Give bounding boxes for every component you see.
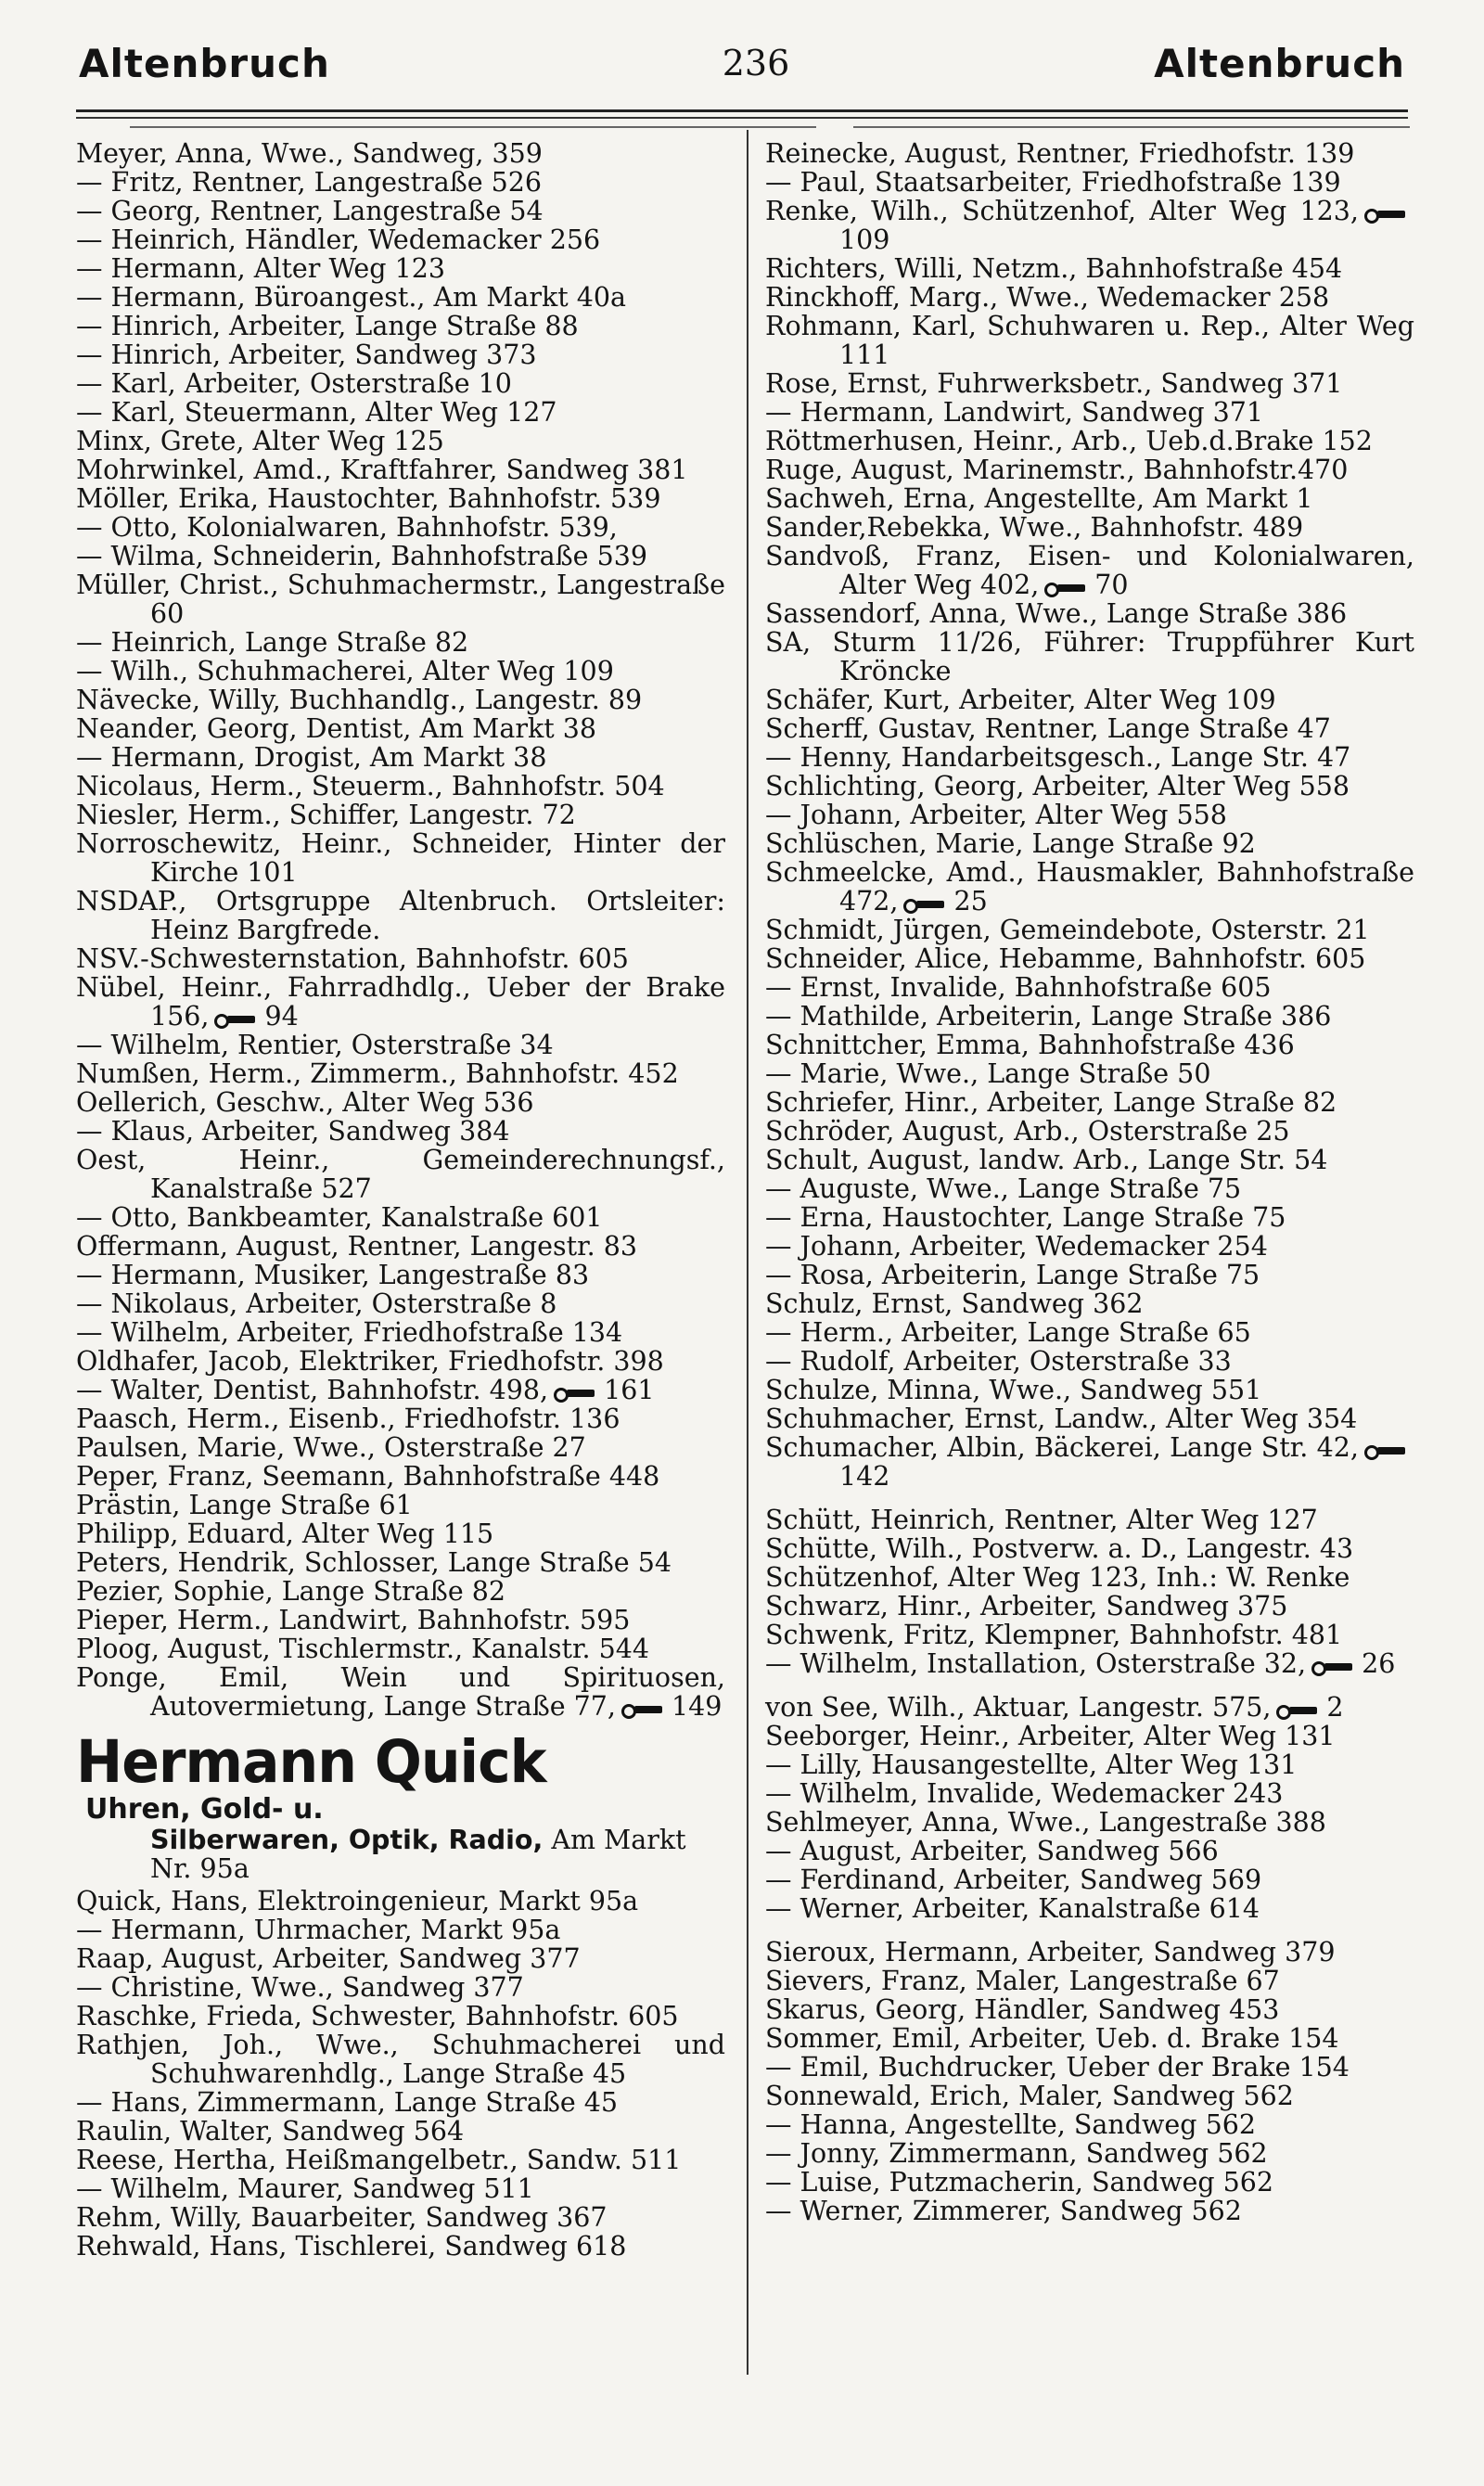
directory-entry xyxy=(76,455,725,485)
entry-text: — Ernst, Invalide, Bahnhofstraße 605 xyxy=(765,972,1272,1003)
entry-text: — Georg, Rentner, Langestraße 54 xyxy=(76,196,544,226)
right-column xyxy=(765,139,1414,2225)
entry-text: Peper, Franz, Seemann, Bahnhofstraße 448 xyxy=(76,1461,660,1492)
directory-entry xyxy=(76,2087,725,2118)
entry-text: Philipp, Eduard, Alter Weg 115 xyxy=(76,1519,494,1549)
directory-entry xyxy=(76,138,725,169)
telephone-icon xyxy=(554,1386,598,1399)
column-rule-right xyxy=(853,126,1410,128)
directory-entry xyxy=(76,972,725,1032)
entry-text: — Hinrich, Arbeiter, Lange Straße 88 xyxy=(76,311,579,341)
right-entry-list xyxy=(765,139,1414,2225)
entry-text: Minx, Grete, Alter Weg 125 xyxy=(76,426,444,456)
telephone-icon xyxy=(1364,1443,1409,1456)
entry-text: Skarus, Georg, Händler, Sandweg 453 xyxy=(765,1994,1280,2025)
entry-text: — Karl, Steuermann, Alter Weg 127 xyxy=(76,397,557,428)
directory-entry xyxy=(76,627,725,658)
entry-text: Quick, Hans, Elektroingenieur, Markt 95a xyxy=(76,1886,639,1916)
entry-text: — Ferdinand, Arbeiter, Sandweg 569 xyxy=(765,1864,1262,1895)
phone-number: 2 xyxy=(1326,1692,1344,1723)
entry-text: von See, Wilh., Aktuar, Langestr. 575, xyxy=(765,1692,1272,1723)
directory-entry xyxy=(76,1087,725,1118)
directory-entry xyxy=(76,943,725,974)
entry-text: Rehwald, Hans, Tischlerei, Sandweg 618 xyxy=(76,2231,627,2262)
directory-entry xyxy=(76,1403,725,1434)
entry-text: Sieroux, Hermann, Arbeiter, Sandweg 379 xyxy=(765,1937,1336,1967)
phone-number: 70 xyxy=(1094,570,1129,600)
directory-entry xyxy=(76,397,725,428)
directory-entry xyxy=(765,1001,1414,1032)
directory-entry xyxy=(76,656,725,686)
directory-entry xyxy=(765,1260,1414,1290)
entry-text: — Karl, Arbeiter, Osterstraße 10 xyxy=(76,368,512,399)
directory-entry xyxy=(76,1317,725,1348)
entry-text: Paulsen, Marie, Wwe., Osterstraße 27 xyxy=(76,1432,586,1463)
directory-entry xyxy=(765,915,1414,945)
directory-entry xyxy=(765,943,1414,974)
entry-text: — Auguste, Wwe., Lange Straße 75 xyxy=(765,1173,1242,1204)
directory-entry xyxy=(765,1836,1414,1866)
entry-text: Raschke, Frieda, Schwester, Bahnhofstr. 605 xyxy=(76,2001,679,2031)
directory-entry xyxy=(765,167,1414,198)
entry-text: Peters, Hendrik, Schlosser, Lange Straße 54 xyxy=(76,1547,672,1578)
directory-entry xyxy=(76,1634,725,1664)
entry-text: — Emil, Buchdrucker, Ueber der Brake 154 xyxy=(765,2052,1350,2082)
directory-entry xyxy=(76,1972,725,2003)
entry-text: Richters, Willi, Netzm., Bahnhofstraße 454 xyxy=(765,253,1343,284)
directory-entry xyxy=(765,512,1414,543)
entry-text: Sehlmeyer, Anna, Wwe., Langestraße 388 xyxy=(765,1807,1326,1838)
entry-text: Paasch, Herm., Eisenb., Friedhofstr. 136 xyxy=(76,1403,620,1434)
directory-entry xyxy=(765,1375,1414,1405)
directory-entry xyxy=(765,1116,1414,1147)
entry-text: Reese, Hertha, Heißmangelbetr., Sandw. 511 xyxy=(76,2145,682,2175)
directory-entry xyxy=(76,1202,725,1233)
directory-entry xyxy=(765,1749,1414,1780)
entry-text: Schlichting, Georg, Arbeiter, Alter Weg 558 xyxy=(765,771,1350,801)
directory-entry xyxy=(765,1648,1414,1679)
entry-text: Schütte, Wilh., Postverw. a. D., Langestr. 43 xyxy=(765,1533,1354,1564)
directory-entry xyxy=(76,800,725,830)
phone-number: 109 xyxy=(839,224,890,255)
entry-text: Ruge, August, Marinemstr., Bahnhofstr.470 xyxy=(765,455,1349,485)
directory-entry xyxy=(765,1893,1414,1924)
entry-text: Pezier, Sophie, Lange Straße 82 xyxy=(76,1576,506,1607)
header-rule xyxy=(76,109,1408,112)
directory-entry xyxy=(765,1937,1414,1967)
directory-entry xyxy=(765,2109,1414,2140)
entry-text: — Werner, Arbeiter, Kanalstraße 614 xyxy=(765,1893,1260,1924)
advert-trade: Uhren, Gold- u. xyxy=(85,1793,324,1826)
entry-text: — Wilh., Schuhmacherei, Alter Weg 109 xyxy=(76,656,614,686)
directory-entry xyxy=(765,483,1414,514)
entry-text: — Hanna, Angestellte, Sandweg 562 xyxy=(765,2109,1256,2140)
advert-address: Am Markt Nr. 95a xyxy=(150,1825,686,1884)
entry-text: — Wilma, Schneiderin, Bahnhofstraße 539 xyxy=(76,541,647,571)
phone-number: 26 xyxy=(1362,1648,1396,1679)
directory-entry xyxy=(765,2138,1414,2169)
entry-text: Sassendorf, Anna, Wwe., Lange Straße 386 xyxy=(765,598,1348,629)
entry-text: Rathjen, Joh., Wwe., Schuhmacherei und Schuhwarenhdlg., Lange Straße 45 xyxy=(76,2030,725,2089)
directory-entry xyxy=(765,2023,1414,2054)
directory-entry xyxy=(76,1058,725,1089)
directory-entry xyxy=(765,2081,1414,2111)
directory-entry xyxy=(765,282,1414,313)
directory-entry xyxy=(76,1662,725,1722)
entry-text: Rose, Ernst, Fuhrwerksbetr., Sandweg 371 xyxy=(765,368,1343,399)
left-entry-list xyxy=(76,139,725,1721)
entry-text: Norroschewitz, Heinr., Schneider, Hinter der Kirche 101 xyxy=(76,828,725,888)
entry-text: — Klaus, Arbeiter, Sandweg 384 xyxy=(76,1116,510,1147)
directory-entry xyxy=(765,2167,1414,2198)
entry-text: — Heinrich, Händler, Wedemacker 256 xyxy=(76,224,601,255)
telephone-icon xyxy=(621,1702,666,1715)
entry-text: — Werner, Zimmerer, Sandweg 562 xyxy=(765,2196,1242,2226)
entry-text: — Mathilde, Arbeiterin, Lange Straße 386 xyxy=(765,1001,1332,1032)
directory-entry xyxy=(76,1490,725,1520)
left-column xyxy=(76,139,725,2261)
entry-text: — Luise, Putzmacherin, Sandweg 562 xyxy=(765,2167,1274,2198)
directory-entry xyxy=(76,1030,725,1060)
directory-entry xyxy=(76,483,725,514)
directory-entry xyxy=(765,426,1414,456)
column-divider xyxy=(747,130,748,2375)
entry-text: Oldhafer, Jacob, Elektriker, Friedhofstr. 398 xyxy=(76,1346,664,1377)
directory-entry xyxy=(765,1778,1414,1809)
entry-text: — Hermann, Landwirt, Sandweg 371 xyxy=(765,397,1264,428)
entry-text: — Wilhelm, Maurer, Sandweg 511 xyxy=(76,2173,534,2204)
phone-number: 149 xyxy=(672,1691,723,1722)
entry-text: Nävecke, Willy, Buchhandlg., Langestr. 89 xyxy=(76,685,643,715)
entry-text: Müller, Christ., Schuhmachermstr., Langestraße 60 xyxy=(76,570,725,629)
entry-text: — Paul, Staatsarbeiter, Friedhofstraße 139 xyxy=(765,167,1341,198)
entry-text: — Marie, Wwe., Lange Straße 50 xyxy=(765,1058,1211,1089)
directory-entry xyxy=(765,1346,1414,1377)
directory-entry xyxy=(765,800,1414,830)
entry-text: Raap, August, Arbeiter, Sandweg 377 xyxy=(76,1943,581,1974)
entry-text: — Wilhelm, Installation, Osterstraße 32, xyxy=(765,1648,1307,1679)
entry-text: Schütt, Heinrich, Rentner, Alter Weg 127 xyxy=(765,1505,1318,1535)
directory-entry xyxy=(765,253,1414,284)
directory-entry xyxy=(765,1692,1414,1723)
entry-text: — Henny, Handarbeitsgesch., Lange Str. 47 xyxy=(765,742,1351,773)
telephone-icon xyxy=(214,1012,259,1025)
phone-number: 25 xyxy=(953,886,988,916)
entry-text: Sander,Rebekka, Wwe., Bahnhofstr. 489 xyxy=(765,512,1304,543)
phone-number: 142 xyxy=(839,1461,890,1492)
directory-entry xyxy=(765,2196,1414,2226)
entry-text: — Hermann, Uhrmacher, Markt 95a xyxy=(76,1915,561,1945)
running-head-right: Altenbruch xyxy=(1154,41,1405,86)
directory-entry xyxy=(765,972,1414,1003)
entry-text: Schriefer, Hinr., Arbeiter, Lange Straße 82 xyxy=(765,1087,1337,1118)
entry-text: Schnittcher, Emma, Bahnhofstraße 436 xyxy=(765,1030,1295,1060)
entry-text: — Hermann, Büroangest., Am Markt 40a xyxy=(76,282,627,313)
entry-text: — Hans, Zimmermann, Lange Straße 45 xyxy=(76,2087,619,2118)
entry-text: Schwenk, Fritz, Klempner, Bahnhofstr. 481 xyxy=(765,1620,1343,1650)
directory-entry xyxy=(76,512,725,543)
phone-number: 161 xyxy=(604,1375,655,1405)
entry-text: — Fritz, Rentner, Langestraße 526 xyxy=(76,167,543,198)
entry-text: Schuhmacher, Ernst, Landw., Alter Weg 354 xyxy=(765,1403,1358,1434)
telephone-icon xyxy=(1364,207,1409,220)
directory-entry xyxy=(765,1231,1414,1262)
directory-entry xyxy=(76,1375,725,1405)
directory-entry xyxy=(76,828,725,888)
directory-entry xyxy=(76,2001,725,2031)
entry-text: Meyer, Anna, Wwe., Sandweg, 359 xyxy=(76,138,543,169)
entry-text: Scherff, Gustav, Rentner, Lange Straße 47 xyxy=(765,713,1331,744)
directory-entry xyxy=(76,886,725,945)
entry-text: — Walter, Dentist, Bahnhofstr. 498, xyxy=(76,1375,549,1405)
entry-text: Sievers, Franz, Maler, Langestraße 67 xyxy=(765,1966,1280,1996)
directory-entry xyxy=(76,426,725,456)
directory-entry xyxy=(76,1116,725,1147)
directory-entry xyxy=(765,1173,1414,1204)
directory-entry xyxy=(76,2173,725,2204)
directory-entry xyxy=(765,1317,1414,1348)
entry-text: Reinecke, August, Rentner, Friedhofstr. 139 xyxy=(765,138,1355,169)
entry-text: Rinckhoff, Marg., Wwe., Wedemacker 258 xyxy=(765,282,1330,313)
entry-text: — Wilhelm, Arbeiter, Friedhofstraße 134 xyxy=(76,1317,623,1348)
directory-entry xyxy=(765,1403,1414,1434)
entry-text: Schmeelcke, Amd., Hausmakler, Bahnhofstraße 472, xyxy=(765,857,1414,916)
entry-text: Schmidt, Jürgen, Gemeindebote, Osterstr. 21 xyxy=(765,915,1370,945)
entry-text: — Christine, Wwe., Sandweg 377 xyxy=(76,1972,524,2003)
entry-text: — Otto, Kolonialwaren, Bahnhofstr. 539, xyxy=(76,512,618,543)
directory-entry xyxy=(765,2052,1414,2082)
entry-text: Neander, Georg, Dentist, Am Markt 38 xyxy=(76,713,596,744)
directory-entry xyxy=(765,1030,1414,1060)
directory-entry xyxy=(765,598,1414,629)
entry-text: Ponge, Emil, Wein und Spirituosen, Autovermietung, Lange Straße 77, xyxy=(76,1662,725,1722)
telephone-icon xyxy=(903,897,948,910)
directory-entry xyxy=(76,713,725,744)
entry-text: NSDAP., Ortsgruppe Altenbruch. Ortsleiter: Heinz Bargfrede. xyxy=(76,886,725,945)
entry-text: Prästin, Lange Straße 61 xyxy=(76,1490,413,1520)
entry-text: Sonnewald, Erich, Maler, Sandweg 562 xyxy=(765,2081,1294,2111)
directory-entry xyxy=(765,1505,1414,1535)
entry-text: Renke, Wilh., Schützenhof, Alter Weg 123, xyxy=(765,196,1359,226)
advert-name: Hermann Quick xyxy=(76,1728,546,1797)
entry-text: Schlüschen, Marie, Lange Straße 92 xyxy=(765,828,1256,859)
directory-entry xyxy=(76,2202,725,2233)
directory-entry xyxy=(76,1576,725,1607)
entry-text: Oest, Heinr., Gemeinderechnungsf., Kanalstraße 527 xyxy=(76,1145,725,1204)
entry-text: Pieper, Herm., Landwirt, Bahnhofstr. 595 xyxy=(76,1605,631,1635)
directory-entry xyxy=(765,1145,1414,1175)
directory-entry xyxy=(76,685,725,715)
directory-entry xyxy=(76,1519,725,1549)
header-rule-secondary xyxy=(76,117,1408,119)
directory-entry xyxy=(765,1562,1414,1593)
entry-text: Sandvoß, Franz, Eisen- und Kolonialwaren, Alter Weg 402, xyxy=(765,541,1414,600)
directory-entry xyxy=(765,1058,1414,1089)
entry-text: NSV.-Schwesternstation, Bahnhofstr. 605 xyxy=(76,943,629,974)
directory-entry xyxy=(76,1886,725,1916)
entry-text: Numßen, Herm., Zimmerm., Bahnhofstr. 452 xyxy=(76,1058,679,1089)
directory-entry xyxy=(76,282,725,313)
entry-text: Schult, August, landw. Arb., Lange Str. 54 xyxy=(765,1145,1328,1175)
entry-text: — Lilly, Hausangestellte, Alter Weg 131 xyxy=(765,1749,1298,1780)
telephone-icon xyxy=(1311,1659,1356,1672)
entry-text: — Rudolf, Arbeiter, Osterstraße 33 xyxy=(765,1346,1232,1377)
running-head-left: Altenbruch xyxy=(79,41,330,86)
directory-entry xyxy=(76,340,725,370)
directory-entry xyxy=(76,1288,725,1319)
directory-entry xyxy=(765,1591,1414,1621)
directory-entry xyxy=(765,828,1414,859)
directory-entry xyxy=(765,742,1414,773)
entry-text: — Erna, Haustochter, Lange Straße 75 xyxy=(765,1202,1286,1233)
entry-text: Nübel, Heinr., Fahrradhdlg., Ueber der Brake 156, xyxy=(76,972,725,1032)
directory-entry xyxy=(76,1915,725,1945)
telephone-icon xyxy=(1044,581,1089,594)
entry-text: — Otto, Bankbeamter, Kanalstraße 601 xyxy=(76,1202,603,1233)
directory-entry xyxy=(76,2145,725,2175)
directory-entry xyxy=(765,311,1414,370)
directory-entry xyxy=(76,196,725,226)
directory-entry xyxy=(765,857,1414,916)
entry-text: Oellerich, Geschw., Alter Weg 536 xyxy=(76,1087,534,1118)
directory-entry xyxy=(765,713,1414,744)
entry-text: Röttmerhusen, Heinr., Arb., Ueb.d.Brake 152 xyxy=(765,426,1373,456)
entry-text: Schröder, August, Arb., Osterstraße 25 xyxy=(765,1116,1290,1147)
directory-entry xyxy=(76,771,725,801)
directory-entry xyxy=(76,1346,725,1377)
directory-entry xyxy=(76,167,725,198)
entry-text: Ploog, August, Tischlermstr., Kanalstr. 544 xyxy=(76,1634,649,1664)
directory-entry xyxy=(765,1721,1414,1751)
entry-text: — Hinrich, Arbeiter, Sandweg 373 xyxy=(76,340,537,370)
directory-entry xyxy=(765,541,1414,600)
entry-text: Sachweh, Erna, Angestellte, Am Markt 1 xyxy=(765,483,1313,514)
directory-entry xyxy=(765,1620,1414,1650)
entry-text: — Hermann, Musiker, Langestraße 83 xyxy=(76,1260,590,1290)
directory-entry xyxy=(76,2030,725,2089)
directory-entry xyxy=(76,1605,725,1635)
directory-entry xyxy=(765,1807,1414,1838)
entry-text: Möller, Erika, Haustochter, Bahnhofstr. 539 xyxy=(76,483,661,514)
telephone-icon xyxy=(1276,1703,1321,1716)
entry-text: SA, Sturm 11/26, Führer: Truppführer Kurt Kröncke xyxy=(765,627,1414,686)
entry-text: Niesler, Herm., Schiffer, Langestr. 72 xyxy=(76,800,576,830)
entry-text: Schulze, Minna, Wwe., Sandweg 551 xyxy=(765,1375,1262,1405)
directory-entry xyxy=(76,368,725,399)
directory-entry xyxy=(76,253,725,284)
directory-entry xyxy=(765,455,1414,485)
directory-entry xyxy=(765,627,1414,686)
entry-text: Rehm, Willy, Bauarbeiter, Sandweg 367 xyxy=(76,2202,608,2233)
directory-entry xyxy=(76,1461,725,1492)
entry-text: Schulz, Ernst, Sandweg 362 xyxy=(765,1288,1144,1319)
directory-entry xyxy=(765,685,1414,715)
entry-text: — Johann, Arbeiter, Wedemacker 254 xyxy=(765,1231,1268,1262)
entry-text: — Wilhelm, Invalide, Wedemacker 243 xyxy=(765,1778,1284,1809)
entry-text: Mohrwinkel, Amd., Kraftfahrer, Sandweg 381 xyxy=(76,455,688,485)
directory-entry xyxy=(76,1943,725,1974)
entry-text: — Wilhelm, Rentier, Osterstraße 34 xyxy=(76,1030,554,1060)
entry-text: — Herm., Arbeiter, Lange Straße 65 xyxy=(765,1317,1251,1348)
phone-number: 94 xyxy=(264,1001,299,1032)
entry-text: Rohmann, Karl, Schuhwaren u. Rep., Alter Weg 111 xyxy=(765,311,1414,370)
entry-text: Schumacher, Albin, Bäckerei, Lange Str. 42, xyxy=(765,1432,1359,1463)
directory-entry xyxy=(765,1288,1414,1319)
directory-entry xyxy=(76,570,725,629)
directory-entry xyxy=(76,1260,725,1290)
advert-hermann-quick xyxy=(76,1728,725,1884)
entry-text: — Hermann, Alter Weg 123 xyxy=(76,253,445,284)
directory-entry xyxy=(76,1145,725,1204)
entry-text: Seeborger, Heinr., Arbeiter, Alter Weg 131 xyxy=(765,1721,1336,1751)
directory-entry xyxy=(765,138,1414,169)
directory-entry xyxy=(765,1087,1414,1118)
directory-entry xyxy=(765,1432,1414,1492)
directory-entry xyxy=(765,1533,1414,1564)
entry-text: — Johann, Arbeiter, Alter Weg 558 xyxy=(765,800,1227,830)
entry-text: — Jonny, Zimmermann, Sandweg 562 xyxy=(765,2138,1268,2169)
directory-entry xyxy=(76,742,725,773)
left-entry-list-after-ad xyxy=(76,1887,725,2261)
advert-products: Silberwaren, Optik, Radio, xyxy=(150,1825,544,1855)
entry-text: Nicolaus, Herm., Steuerm., Bahnhofstr. 504 xyxy=(76,771,665,801)
directory-entry xyxy=(76,1432,725,1463)
entry-text: Schützenhof, Alter Weg 123, Inh.: W. Renke xyxy=(765,1562,1350,1593)
entry-text: Sommer, Emil, Arbeiter, Ueb. d. Brake 154 xyxy=(765,2023,1339,2054)
entry-text: — Heinrich, Lange Straße 82 xyxy=(76,627,469,658)
page-number: 236 xyxy=(722,43,790,83)
directory-entry xyxy=(765,1994,1414,2025)
directory-entry xyxy=(765,368,1414,399)
directory-entry xyxy=(76,2231,725,2262)
column-rule-left xyxy=(130,126,816,128)
directory-entry xyxy=(765,1966,1414,1996)
directory-entry xyxy=(76,311,725,341)
directory-entry xyxy=(76,2116,725,2146)
entry-text: — Rosa, Arbeiterin, Lange Straße 75 xyxy=(765,1260,1260,1290)
entry-text: Offermann, August, Rentner, Langestr. 83 xyxy=(76,1231,637,1262)
directory-entry xyxy=(765,397,1414,428)
entry-text: Schäfer, Kurt, Arbeiter, Alter Weg 109 xyxy=(765,685,1276,715)
directory-entry xyxy=(765,1202,1414,1233)
directory-entry xyxy=(76,1547,725,1578)
advert-details xyxy=(150,1826,725,1883)
entry-text: Raulin, Walter, Sandweg 564 xyxy=(76,2116,465,2146)
directory-entry xyxy=(765,1864,1414,1895)
entry-text: — Hermann, Drogist, Am Markt 38 xyxy=(76,742,547,773)
entry-text: — August, Arbeiter, Sandweg 566 xyxy=(765,1836,1219,1866)
directory-entry xyxy=(76,1231,725,1262)
entry-text: — Nikolaus, Arbeiter, Osterstraße 8 xyxy=(76,1288,557,1319)
entry-text: Schneider, Alice, Hebamme, Bahnhofstr. 605 xyxy=(765,943,1366,974)
directory-entry xyxy=(76,224,725,255)
entry-text: Schwarz, Hinr., Arbeiter, Sandweg 375 xyxy=(765,1591,1288,1621)
directory-entry xyxy=(76,541,725,571)
directory-entry xyxy=(765,196,1414,255)
directory-entry xyxy=(765,771,1414,801)
